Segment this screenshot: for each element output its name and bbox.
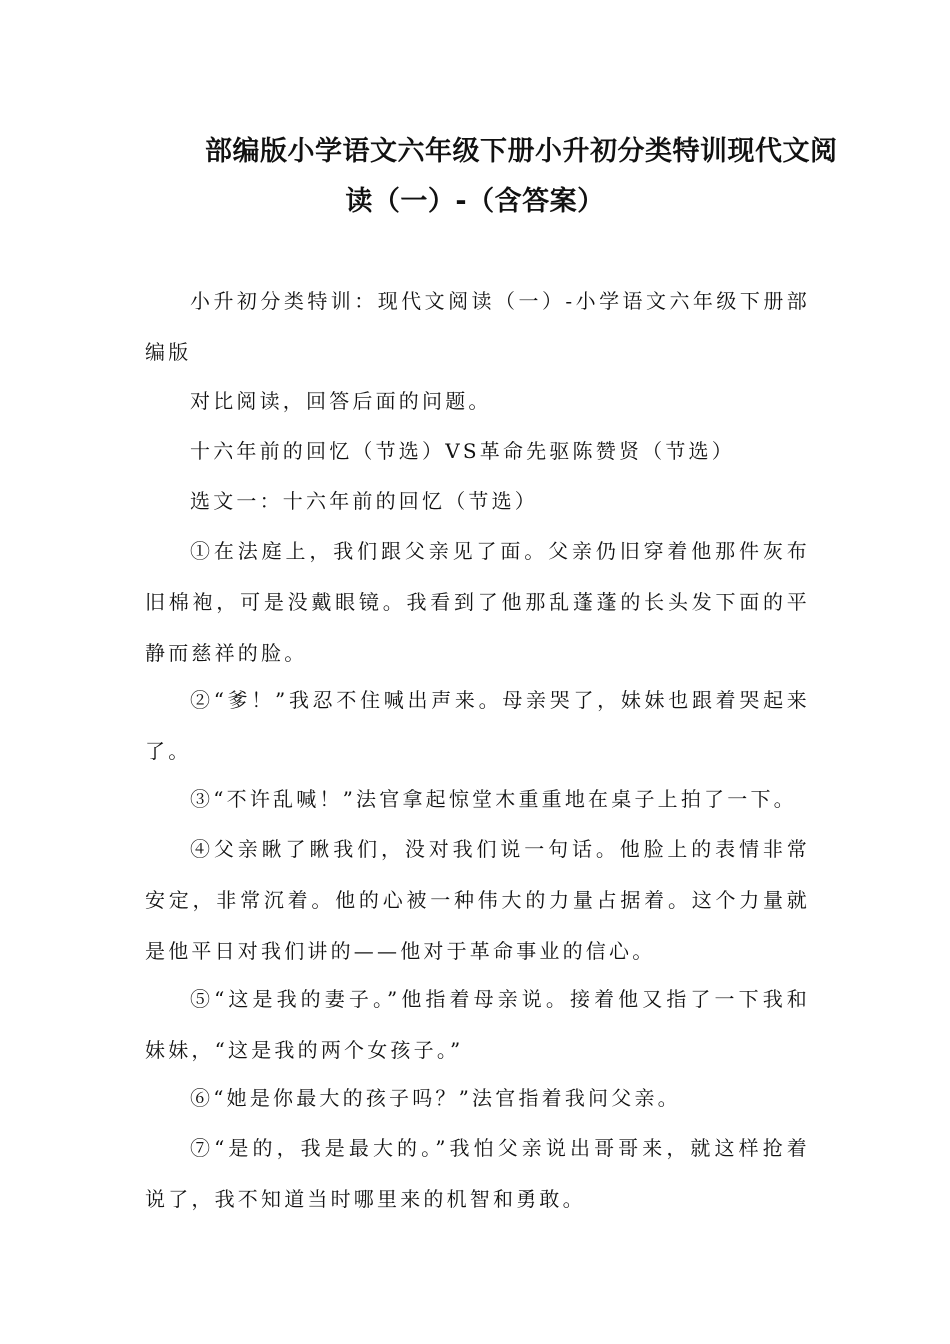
paragraph-section-heading: 选文一：十六年前的回忆（节选）	[190, 489, 538, 513]
paragraph-1: ①在法庭上，我们跟父亲见了面。父亲仍旧穿着他那件灰布旧棉袍，可是没戴眼镜。我看到了他那乱蓬蓬的长头发下面的平静而慈祥的脸。	[145, 539, 810, 665]
paragraph-7: ⑦“是的，我是最大的。”我怕父亲说出哥哥来，就这样抢着说了，我不知道当时哪里来的机智和勇敢。	[145, 1136, 810, 1211]
paragraph-5: ⑤“这是我的妻子。”他指着母亲说。接着他又指了一下我和妹妹，“这是我的两个女孩子。”	[145, 987, 810, 1062]
paragraph-subtitle: 小升初分类特训：现代文阅读（一）-小学语文六年级下册部编版	[145, 289, 810, 364]
paragraph-comparison-heading: 十六年前的回忆（节选）VS革命先驱陈赞贤（节选）	[190, 439, 735, 463]
document-title-line-2: 读（一）-（含答案）	[345, 186, 605, 217]
paragraph-2: ②“爹！”我忍不住喊出声来。母亲哭了，妹妹也跟着哭起来了。	[145, 688, 810, 763]
paragraph-4: ④父亲瞅了瞅我们，没对我们说一句话。他脸上的表情非常安定，非常沉着。他的心被一种伟大的力量占据着。这个力量就是他平日对我们讲的——他对于革命事业的信心。	[145, 837, 810, 963]
document-title-line-1: 部编版小学语文六年级下册小升初分类特训现代文阅	[205, 136, 838, 167]
paragraph-6: ⑥“她是你最大的孩子吗？”法官指着我问父亲。	[190, 1086, 681, 1110]
paragraph-3: ③“不许乱喊！”法官拿起惊堂木重重地在桌子上拍了一下。	[190, 787, 797, 811]
paragraph-instruction: 对比阅读，回答后面的问题。	[190, 389, 492, 413]
